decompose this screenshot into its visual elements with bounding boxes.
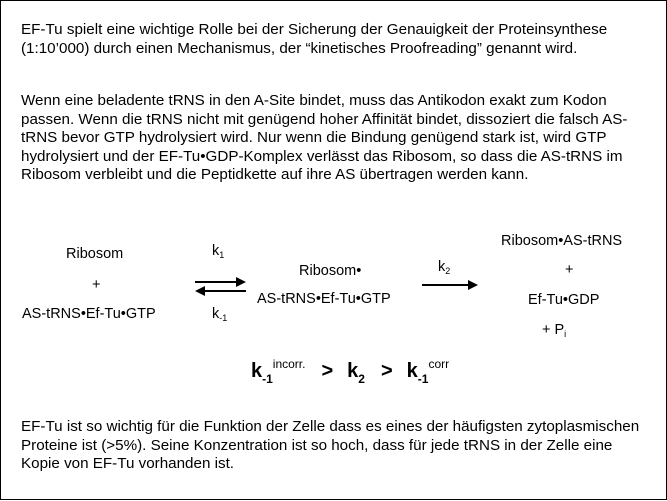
- k-minus-1-correct: $k_{-1}^{corr}$: [406, 357, 450, 386]
- reactant-ribosom: Ribosom: [66, 246, 124, 262]
- forward-arrow-k2: [422, 280, 478, 290]
- rate-constant-k-minus-1: $k_{-1}$: [212, 306, 228, 323]
- intermediate-complex: AS-tRNS•Ef-Tu•GTP: [257, 291, 391, 307]
- forward-arrow-k1: [195, 277, 246, 287]
- product-eftu-gdp: Ef-Tu•GDP: [528, 292, 600, 308]
- product-phosphate: + $P_i$: [542, 322, 567, 339]
- reactant-plus: +: [92, 277, 101, 293]
- product-plus: +: [565, 262, 574, 278]
- rate-constant-k1: $k_1$: [212, 243, 225, 260]
- mechanism-paragraph: Wenn eine beladente tRNS in den A-Site bindet, muss das Antikodon exakt zum Kodon passen. Wenn die tRNS nicht mit genügend hoher Affinität bindet, dissoziert die falsch AS-tRNS bevor GTP hydrolysiert wird. Nur wenn die Bindung genügend stark ist, wird GTP hydrolysiert und der EF-Tu•GDP-Komplex verlässt das Ribosom, so dass die AS-tRNS im Ribosom verbleibt und die Peptidkette auf ihre AS übertragen werden kann.: [21, 92, 628, 183]
- reactant-complex-ternary: AS-tRNS•Ef-Tu•GTP: [22, 306, 156, 322]
- product-ribosom-trna: Ribosom•AS-tRNS: [501, 233, 623, 249]
- conclusion-paragraph: EF-Tu ist so wichtig für die Funktion der Zelle dass es eines der häufigsten zytoplasmischen Proteine ist (>5%). Seine Konzentration ist so hoch, dass für jede tRNS in der Zelle eine Kopie von EF-Tu vorhanden ist.: [21, 418, 640, 472]
- k2-term: $k_2$: [347, 360, 365, 386]
- reverse-arrow-k-minus-1: [195, 286, 246, 296]
- greater-than-2: >: [380, 360, 393, 382]
- intro-paragraph: EF-Tu spielt eine wichtige Rolle bei der Sicherung der Genauigkeit der Proteinsynthese (1:10’000) durch einen Mechanismus, der “kinetisches Proofreading” genannt wird.: [21, 21, 608, 57]
- k-minus-1-incorrect: $k_{-1}^{incorr.}$: [251, 357, 306, 386]
- greater-than-1: >: [321, 360, 334, 382]
- intermediate-ribosom: Ribosom•: [299, 263, 362, 279]
- rate-inequality: [251, 357, 449, 386]
- rate-constant-k2: $k_2$: [438, 259, 451, 276]
